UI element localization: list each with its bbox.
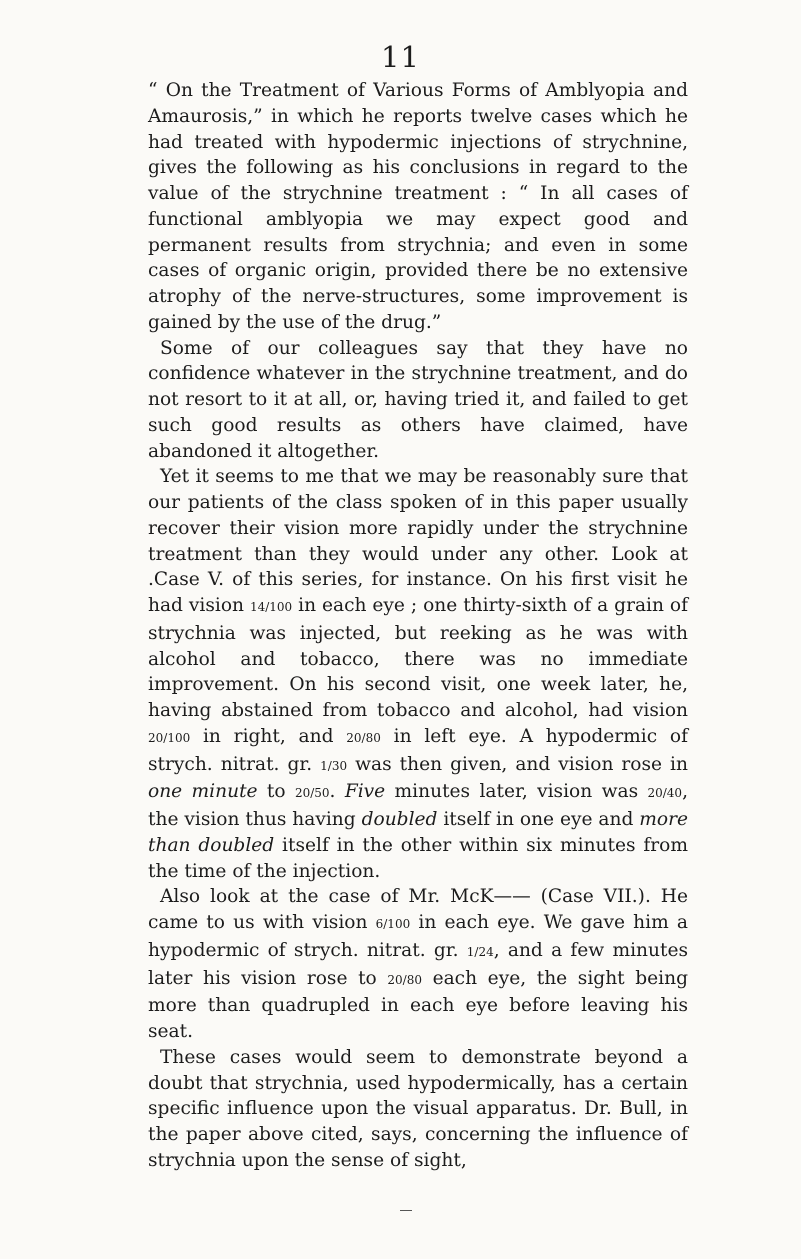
text-run: Also look at the case of Mr. McK—— (Case VII.). He came to us with vision [148, 886, 688, 933]
paragraph [148, 78, 688, 336]
text-run: itself in one eye and [437, 809, 640, 830]
fraction: 1/30 [320, 758, 348, 773]
fraction: 6/100 [375, 917, 411, 931]
bottom-dash [400, 1210, 412, 1211]
paragraph [148, 884, 688, 1045]
text-run: each eye, the sight being more than quadrupled in each eye before leaving his seat. [148, 967, 688, 1042]
text-run: minutes later, vision was [385, 781, 648, 803]
text-run: was then given, and vision rose in [347, 753, 688, 775]
text-run: itself in the other within six minutes from the time of the injection. [148, 834, 688, 882]
body-text [148, 78, 688, 1174]
italic-text: more than doubled [148, 809, 689, 856]
text-run: . [329, 781, 345, 803]
text-run: in each eye. We gave him a hypodermic of strych. nitrat. gr. [148, 912, 688, 961]
paragraph [148, 464, 688, 884]
fraction: 20/40 [647, 786, 683, 801]
text-run: Yet it seems to me that we may be reasonably sure that our patients of the class spoken of in this paper usually recover their vision more rapidly under the strychnine treatment than they would under any other. Look at .Case V. of this series, for instance. On his first visit he had vision [148, 466, 688, 616]
text-run: to [257, 781, 295, 803]
text-run: in each eye ; one thirty-sixth of a grain of strychnia was injected, but reeking as he was with alcohol and tobacco, there was no immediate improvement. On his second visit, one week later, he, having abstained from tobacco and alcohol, had vision [148, 595, 688, 721]
text-run: Some of our colleagues say that they have no confidence whatever in the strychnine treatment, and do not resort to it at all, or, having tried it, and failed to get such good results as others have claimed, have abandoned it altogether. [148, 337, 688, 462]
italic-text: Five [344, 781, 386, 803]
paragraph [148, 1045, 688, 1174]
text-run: , the vision thus having [148, 781, 688, 830]
fraction: 20/100 [148, 730, 191, 745]
text-run: , and a few minutes later his vision rose to [148, 939, 688, 989]
fraction: 1/24 [466, 944, 494, 959]
fraction: 20/80 [346, 730, 381, 745]
fraction: 20/50 [294, 786, 330, 801]
italic-text: one minute [148, 781, 258, 803]
paragraph [148, 336, 688, 465]
text-run: “ On the Treatment of Various Forms of Amblyopia and Amaurosis,” in which he reports twelve cases which he had treated with hypodermic injections of strychnine, gives the following as his conclusions in regard to the value of the strychnine treatment : “ In all cases of functional amblyopia we may expect good and permanent results from strychnia; and even in some cases of organic origin, provided there be no extensive atrophy of the nerve-structures, some improvement is gained by the use of the drug.” [148, 80, 688, 333]
fraction: 20/80 [387, 972, 422, 987]
page-number: 11 [381, 40, 420, 74]
italic-text: doubled [361, 809, 438, 830]
fraction: 14/100 [249, 600, 293, 614]
text-run: in left eye. A hypodermic of strych. nitrat. gr. [148, 725, 688, 775]
text-run: in right, and [190, 725, 347, 747]
text-run: These cases would seem to demonstrate beyond a doubt that strychnia, used hypodermically, has a certain specific influence upon the visual apparatus. Dr. Bull, in the paper above cited, says, concerning the influence of strychnia upon the sense of sight, [148, 1046, 688, 1171]
